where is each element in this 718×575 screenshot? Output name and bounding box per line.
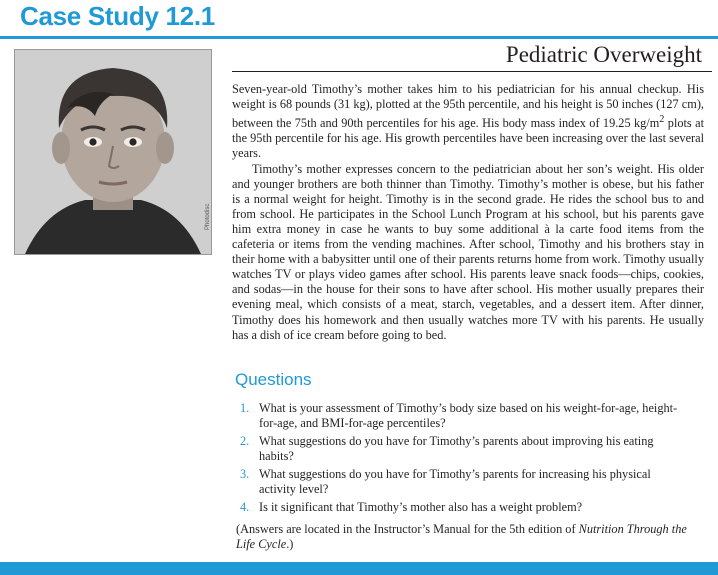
- question-number: 4.: [240, 500, 250, 514]
- footer-rule: [0, 562, 718, 575]
- header-rule: [0, 36, 718, 39]
- book-title: Nutrition Through the Life Cycle: [236, 522, 687, 551]
- question-text: What suggestions do you have for Timothy’s parents for increasing his physical activity level?: [259, 467, 651, 496]
- question-item: [240, 467, 690, 497]
- question-text: What suggestions do you have for Timothy’s parents about improving his eating habits?: [259, 434, 654, 463]
- question-number: 2.: [240, 434, 250, 448]
- subtitle-rule: [232, 71, 712, 72]
- photo-credit: Photodisc: [205, 203, 211, 230]
- questions-heading: Questions: [235, 370, 312, 389]
- case-paragraph-1-part-b: plots at the 95th percentile for his age. His growth percentiles have been increasing over the last several years.: [232, 116, 704, 161]
- question-number: 1.: [240, 401, 250, 415]
- question-item: [240, 434, 690, 464]
- answers-note: [236, 522, 696, 552]
- answers-note-suffix: .): [286, 537, 294, 551]
- case-study-title: Case Study 12.1: [20, 1, 215, 31]
- question-item: [240, 401, 690, 431]
- question-number: 3.: [240, 467, 250, 481]
- question-item: [240, 500, 690, 515]
- case-narrative: [232, 82, 704, 343]
- portrait-illustration: [15, 50, 211, 254]
- case-paragraph-1: [232, 82, 704, 162]
- answers-note-prefix: (Answers are located in the Instructor’s Manual for the 5th edition of: [236, 522, 579, 536]
- case-paragraph-2: Timothy’s mother expresses concern to the pediatrician about her son’s weight. His older and younger brothers are both thinner than Timothy. Timothy’s mother is obese, but his father is a normal weight for height. Timothy is in the second grade. He rides the school bus to and from school. He participates in the School Lunch Program at his school, but his parents gave him extra money in case he wants to buy some additional à la carte food items from the cafeteria or items from the vending machines. After school, Timothy and his brothers stay in their home with a babysitter until one of their parents returns home from work. Timothy usually watches TV or plays video games after school. His parents leave snack foods—chips, cookies, and sodas—in the house for their sons to have after school. His mother usually prepares their evening meal, which consists of a meat, starch, vegetables, and a dessert item. After dinner, Timothy does his homework and then usually watches more TV with his parents. He usually has a dish of ice cream before going to bed.: [232, 161, 704, 342]
- question-text: What is your assessment of Timothy’s body size based on his weight-for-age, height-for-age, and BMI-for-age percentiles?: [259, 401, 678, 430]
- questions-list: [240, 401, 690, 518]
- boy-portrait-photo: [14, 49, 212, 255]
- question-text: Is it significant that Timothy’s mother also has a weight problem?: [259, 500, 583, 514]
- case-subtitle: Pediatric Overweight: [505, 42, 702, 67]
- case-paragraph-1-part-a: Seven-year-old Timothy’s mother takes him to his pediatrician for his annual checkup. His weight is 68 pounds (31 kg), plotted at the 95th percentile, and his height is 50 inches (127 cm), between the 75th and 90th percentiles for his age. His body mass index of 19.25 kg/m: [232, 82, 704, 131]
- superscript-2: 2: [659, 114, 665, 126]
